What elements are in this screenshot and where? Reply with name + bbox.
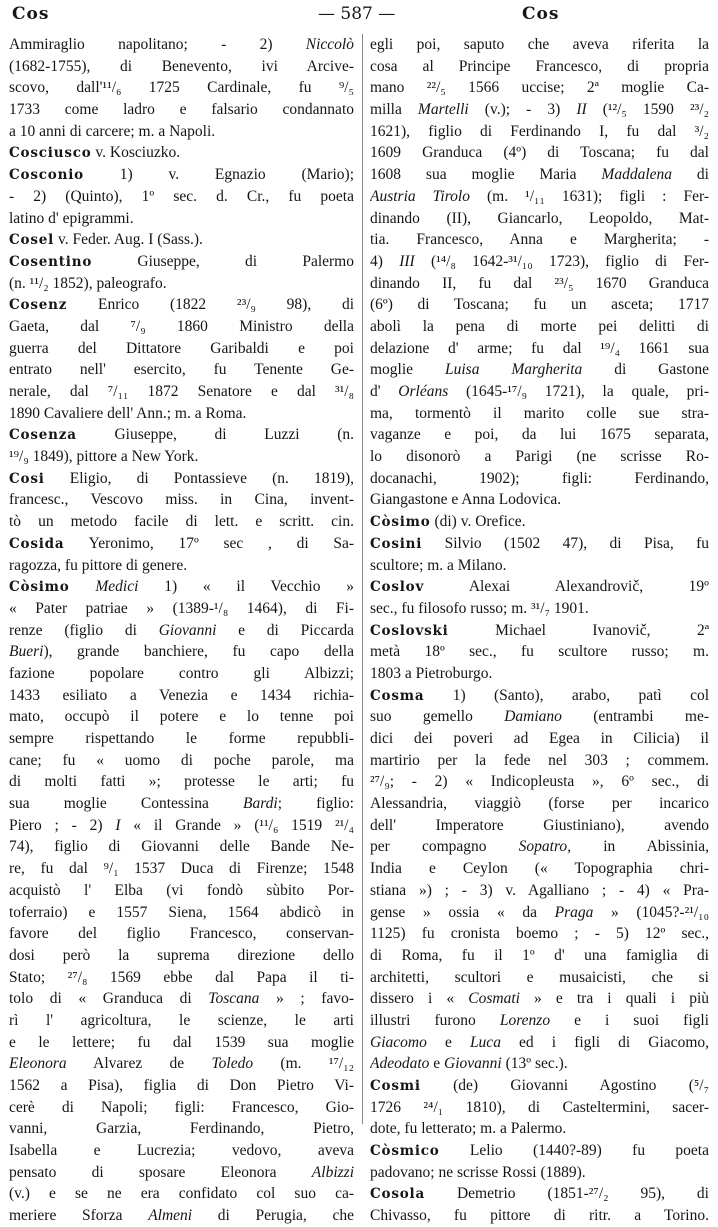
text-line bbox=[9, 923, 354, 945]
entry-headword: Cosenza bbox=[9, 427, 77, 444]
text-line bbox=[370, 1097, 709, 1119]
text-run: mato, occupò il potere e lo tenne poi bbox=[9, 708, 354, 726]
italic-text: Cosmati bbox=[468, 990, 520, 1008]
text-line bbox=[370, 359, 709, 381]
italic-text: Toledo bbox=[211, 1055, 254, 1073]
text-line bbox=[9, 359, 354, 381]
text-run: (v.) e se ne era confidato col suo ca- bbox=[9, 1185, 354, 1203]
text-line bbox=[370, 511, 709, 533]
text-line bbox=[9, 771, 354, 793]
text-run: (n. ¹¹/₂ 1852), paleografo. bbox=[9, 274, 167, 292]
text-run: di Perugia, che bbox=[192, 1207, 354, 1225]
italic-text: Orléans bbox=[398, 383, 449, 400]
text-run: 1) v. Egnazio (Mario); bbox=[83, 166, 354, 184]
text-run: vanni, Garzia, Ferdinando, Pietro, bbox=[9, 1120, 354, 1138]
text-run: martirio per la fede nel 303 ; commem. bbox=[370, 751, 709, 769]
text-line bbox=[370, 858, 709, 880]
entry-headword: Cosentino bbox=[9, 253, 93, 270]
italic-text: Giovanni bbox=[444, 1055, 502, 1073]
text-run: e bbox=[426, 1033, 470, 1051]
text-run: pensato di sposare Eleonora bbox=[9, 1163, 312, 1181]
text-line bbox=[370, 1205, 709, 1227]
text-run: entrato nell' esercito, fu Tenente Ge- bbox=[9, 361, 354, 379]
text-run: (13º sec.). bbox=[501, 1055, 568, 1073]
italic-text: Praga bbox=[554, 903, 594, 921]
text-run: dinando (II), Giancarlo, Leopoldo, Mat- bbox=[370, 209, 709, 227]
text-line bbox=[9, 836, 354, 858]
text-line bbox=[370, 1075, 709, 1097]
text-line bbox=[9, 1162, 354, 1184]
entry-headword: Cosel bbox=[9, 232, 55, 249]
text-line bbox=[370, 1118, 709, 1140]
text-line bbox=[370, 1162, 709, 1184]
text-run: e i suoi figli bbox=[550, 1011, 709, 1029]
text-run bbox=[70, 578, 96, 595]
text-run: Gaeta, dal ⁷/₉ 1860 Ministro della bbox=[9, 317, 354, 335]
text-run: d' bbox=[370, 383, 399, 400]
entry-headword: Coslov bbox=[370, 579, 425, 596]
text-run: delazione d' arme; fu dal ¹⁹/₄ 1661 sua bbox=[370, 339, 709, 357]
text-run: di molti fatti »; protesse le arti; fu bbox=[9, 773, 354, 791]
text-line bbox=[370, 77, 709, 99]
text-line bbox=[9, 164, 354, 186]
entry-headword: Cosini bbox=[370, 535, 423, 552]
text-run: in Abissinia, bbox=[571, 838, 709, 856]
entry-headword: Còsimo bbox=[370, 514, 431, 531]
text-run: latino d' epigrammi. bbox=[9, 209, 134, 227]
text-line bbox=[9, 403, 354, 425]
left-column bbox=[9, 34, 354, 1227]
text-run: fazione popolare contro gli Albizzi; bbox=[9, 664, 354, 682]
entry-headword: Cosola bbox=[370, 1186, 426, 1203]
text-run: sua moglie Contessina bbox=[9, 795, 243, 813]
italic-text: Martelli bbox=[417, 101, 469, 119]
text-run: abolì la pena di morte pei delitti di bbox=[370, 317, 709, 335]
text-run: Piero ; - 2) bbox=[9, 816, 116, 834]
text-run: docanachi, 1902); figli: Ferdinando, bbox=[370, 469, 709, 487]
text-run: (v.); - 3) bbox=[468, 101, 577, 119]
text-line bbox=[9, 945, 354, 967]
text-run: tolo di « Granduca di bbox=[9, 990, 209, 1008]
text-line bbox=[370, 1010, 709, 1032]
text-run: Giangastone e Anna Lodovica. bbox=[370, 491, 562, 509]
italic-text: Almeni bbox=[148, 1207, 193, 1225]
text-run: 1609 Granduca (4º) di Toscana; fu dal bbox=[370, 144, 709, 162]
text-run: ²⁷/₉; - 2) « Indicopleusta », 6º sec., di bbox=[370, 773, 709, 791]
text-line bbox=[9, 1010, 354, 1032]
text-run: ), grande banchiere, fu capo della bbox=[43, 643, 354, 661]
text-run: ; figlio: bbox=[277, 795, 354, 813]
text-line bbox=[370, 381, 709, 403]
text-line bbox=[370, 728, 709, 750]
text-line bbox=[9, 793, 354, 815]
text-line bbox=[370, 576, 709, 598]
text-line bbox=[370, 663, 709, 685]
text-run: « il Grande » (¹¹/₆ 1519 ²¹/₄ bbox=[120, 816, 354, 834]
italic-text: Lorenzo bbox=[499, 1011, 551, 1029]
text-run: di Gastone bbox=[582, 361, 709, 379]
text-line bbox=[9, 446, 354, 468]
text-line bbox=[370, 923, 709, 945]
text-run: Alexai Alexandrovič, 19º bbox=[424, 578, 709, 596]
text-run: per compagno bbox=[370, 838, 519, 856]
text-line bbox=[9, 294, 354, 316]
entry-headword: Cosenz bbox=[9, 297, 68, 314]
text-line bbox=[370, 446, 709, 468]
text-run: (6º) di Toscana; fu un asceta; 1717 bbox=[370, 296, 709, 314]
text-line bbox=[9, 251, 354, 273]
text-run: 1433 esiliato a Venezia e 1434 richia- bbox=[9, 686, 354, 704]
text-run: stiana ») ; - 3) v. Agalliano ; - 4) « Pra- bbox=[370, 881, 709, 899]
text-run: 1608 sua moglie Maria bbox=[370, 166, 602, 184]
italic-text: I bbox=[115, 816, 121, 834]
text-run: Ammiraglio napolitano; - 2) bbox=[9, 36, 306, 53]
page-number: — 587 — bbox=[318, 4, 396, 24]
text-run: scovo, dall'¹¹/₆ 1725 Cardinale, fu ⁹/₅ bbox=[9, 79, 354, 97]
text-run: nerale, dal ⁷/₁₁ 1872 Senatore e dal ³¹/₈ bbox=[9, 383, 354, 400]
page-header bbox=[0, 0, 718, 30]
italic-text: Luisa Margherita bbox=[444, 361, 583, 379]
text-line bbox=[9, 706, 354, 728]
text-line bbox=[9, 99, 354, 121]
text-line bbox=[370, 706, 709, 728]
text-run: » (1045?-²¹/₁₀ bbox=[593, 903, 709, 921]
text-run: guerra del Dittatore Garibaldi e poi bbox=[9, 339, 354, 357]
text-line bbox=[9, 598, 354, 620]
text-run: tia. Francesco, Anna e Margherita; - bbox=[370, 231, 709, 249]
entry-headword: Cosi bbox=[9, 470, 45, 487]
text-line bbox=[9, 967, 354, 989]
text-run: ragozza, fu pittore di genere. bbox=[9, 556, 188, 574]
text-run: - 2) (Quinto), 1º sec. d. Cr., fu poeta bbox=[9, 187, 354, 205]
text-line bbox=[370, 338, 709, 360]
entry-headword: Còsmico bbox=[370, 1143, 440, 1160]
running-head-right: Cos bbox=[522, 4, 560, 24]
italic-text: Bueri bbox=[9, 643, 44, 661]
text-run: Demetrio (1851-²⁷/₂ 95), di bbox=[425, 1185, 709, 1203]
text-line bbox=[370, 750, 709, 772]
italic-text: Bardi bbox=[242, 795, 278, 813]
text-run: cerè di Napoli; figli: Francesco, Gio- bbox=[9, 1098, 354, 1116]
text-line bbox=[370, 208, 709, 230]
text-run: vaganze e poi, da lui 1675 separata, bbox=[370, 426, 709, 444]
text-line bbox=[370, 403, 709, 425]
text-run: Lelio (1440?-89) fu poeta bbox=[439, 1142, 709, 1160]
text-run: lo disonorò a Parigi (ne scrisse Ro- bbox=[370, 448, 709, 466]
text-run: ma, tormentò il marito colle sue stra- bbox=[370, 404, 709, 422]
text-line bbox=[9, 186, 354, 208]
text-run: metà 18º sec., fu scultore russo; m. bbox=[370, 643, 709, 661]
text-line bbox=[370, 121, 709, 143]
text-line bbox=[370, 164, 709, 186]
text-line bbox=[370, 468, 709, 490]
text-line bbox=[370, 641, 709, 663]
text-run: Alvarez de bbox=[66, 1055, 212, 1073]
text-run: cane; fu « uomo di poche parole, ma bbox=[9, 751, 354, 769]
entry-headword: Coslovski bbox=[370, 622, 449, 639]
text-line bbox=[370, 142, 709, 164]
text-run: a 10 anni di carcere; m. a Napoli. bbox=[9, 122, 216, 140]
text-line bbox=[9, 381, 354, 403]
entry-headword: Cosciusco bbox=[9, 145, 92, 162]
italic-text: Toscana bbox=[208, 990, 260, 1008]
text-line bbox=[9, 338, 354, 360]
text-line bbox=[370, 273, 709, 295]
text-line bbox=[9, 511, 354, 533]
text-line bbox=[370, 880, 709, 902]
text-line bbox=[9, 489, 354, 511]
text-run: 1890 Cavaliere dell' Ann.; m. a Roma. bbox=[9, 404, 247, 422]
text-line bbox=[370, 793, 709, 815]
italic-text: Medici bbox=[95, 578, 139, 596]
entry-headword: Cosma bbox=[370, 687, 425, 704]
text-run: » e tra i quali i più bbox=[519, 990, 709, 1008]
italic-text: Giacomo bbox=[370, 1033, 427, 1051]
text-line bbox=[370, 771, 709, 793]
text-line bbox=[9, 1097, 354, 1119]
text-run: dell' Imperatore Giustiniano), avendo bbox=[370, 816, 709, 834]
text-run: Isabella e Lucrezia; vedovo, aveva bbox=[9, 1142, 354, 1160]
text-line bbox=[9, 34, 354, 56]
italic-text: Niccolò bbox=[305, 36, 354, 53]
text-run: e bbox=[429, 1055, 445, 1073]
text-line bbox=[9, 533, 354, 555]
text-line bbox=[9, 685, 354, 707]
text-run: dosi però la suprema direzione dello bbox=[9, 946, 354, 964]
text-line bbox=[9, 468, 354, 490]
text-line bbox=[370, 620, 709, 642]
text-line bbox=[370, 489, 709, 511]
entry-headword: Cosmi bbox=[370, 1078, 421, 1094]
text-run: di bbox=[672, 166, 709, 184]
text-run: meriere Sforza bbox=[9, 1207, 149, 1225]
text-run: architetti, scultori e musaicisti, che si bbox=[370, 968, 709, 986]
text-line bbox=[370, 836, 709, 858]
text-line bbox=[9, 880, 354, 902]
text-run: 1621), figlio di Ferdinando I, fu dal ³/₂ bbox=[370, 122, 709, 140]
text-run: tò un metodo facile di lett. e scritt. cin. bbox=[9, 513, 354, 531]
text-line bbox=[370, 902, 709, 924]
text-line bbox=[370, 186, 709, 208]
text-run: (de) Giovanni Agostino (⁵/₇ bbox=[420, 1077, 709, 1094]
italic-text: Albizzi bbox=[311, 1163, 354, 1181]
italic-text: Adeodato bbox=[370, 1055, 430, 1073]
text-run: acquistò l' Elba (vi fondò sùbito Por- bbox=[9, 881, 354, 899]
italic-text: Eleonora bbox=[9, 1055, 67, 1073]
italic-text: III bbox=[399, 252, 415, 270]
text-run: dinando II, fu dal ²³/₅ 1670 Granduca bbox=[370, 274, 709, 292]
italic-text: Sopatro, bbox=[518, 838, 572, 856]
text-run: illustri furono bbox=[370, 1011, 500, 1029]
text-line bbox=[370, 1053, 709, 1075]
text-line bbox=[9, 1075, 354, 1097]
text-run: Stato; ²⁷/₈ 1569 ebbe dal Papa il ti- bbox=[9, 968, 354, 986]
text-line bbox=[9, 620, 354, 642]
text-run: moglie bbox=[370, 361, 445, 379]
text-line bbox=[9, 663, 354, 685]
right-column bbox=[370, 34, 709, 1227]
text-line bbox=[9, 750, 354, 772]
text-line bbox=[9, 273, 354, 295]
running-head-left: Cos bbox=[12, 4, 50, 24]
text-run: re, fu dal ⁹/₁ 1537 Duca di Firenze; 1548 bbox=[9, 860, 354, 878]
text-line bbox=[370, 251, 709, 273]
text-line bbox=[9, 316, 354, 338]
text-line bbox=[9, 728, 354, 750]
text-line bbox=[9, 988, 354, 1010]
text-line bbox=[370, 1140, 709, 1162]
text-run: milla bbox=[370, 101, 418, 119]
text-run: dissero i « bbox=[370, 990, 469, 1008]
text-run: Michael Ivanovič, 2ª bbox=[448, 621, 709, 639]
text-run: 1803 a Pietroburgo. bbox=[370, 664, 493, 682]
text-line bbox=[9, 1205, 354, 1227]
italic-text: Austria Tirolo bbox=[370, 187, 470, 205]
text-run: (m. ¹/₁₁ 1631); figli : Fer- bbox=[469, 187, 709, 205]
text-run: 74), figlio di Giovanni delle Bande Ne- bbox=[9, 838, 354, 856]
text-line bbox=[370, 945, 709, 967]
text-line bbox=[9, 77, 354, 99]
text-run: 1562 a Pisa), figlia di Don Pietro Vi- bbox=[9, 1077, 354, 1094]
text-line bbox=[370, 815, 709, 837]
entry-headword: Cosida bbox=[9, 535, 65, 552]
text-run: francesc., Vescovo miss. in Cina, invent- bbox=[9, 491, 354, 509]
italic-text: Giovanni bbox=[158, 621, 217, 639]
text-run: Alessandria, viaggiò (forse per incarico bbox=[370, 795, 709, 813]
text-line bbox=[370, 685, 709, 707]
text-run: renze (figlio di bbox=[9, 621, 159, 639]
text-run: favore del figlio Francesco, conservan- bbox=[9, 925, 354, 943]
text-run: 1726 ²⁴/₁ 1810), di Casteltermini, sacer- bbox=[370, 1098, 709, 1116]
text-run: Eligio, di Pontassieve (n. 1819), bbox=[44, 469, 354, 487]
text-run: (¹²/₅ 1590 ²³/₂ bbox=[586, 101, 709, 119]
text-run: (di) v. Orefice. bbox=[430, 513, 526, 531]
text-run: Giuseppe, di Palermo bbox=[92, 252, 354, 270]
text-run: padovano; ne scrisse Rossi (1889). bbox=[370, 1163, 586, 1181]
text-run: Silvio (1502 47), di Pisa, fu bbox=[422, 534, 709, 552]
text-line bbox=[9, 1118, 354, 1140]
text-run: dici dei poveri ad Egea in Cilicia) il bbox=[370, 730, 709, 747]
text-run: 1) « il Vecchio » bbox=[138, 578, 354, 596]
text-line bbox=[370, 424, 709, 446]
italic-text: Luca bbox=[469, 1033, 501, 1051]
text-line bbox=[9, 902, 354, 924]
text-run: ¹⁹/₉ 1849), pittore a New York. bbox=[9, 448, 199, 466]
text-line bbox=[9, 56, 354, 78]
text-run: egli poi, saputo che aveva riferita la bbox=[370, 36, 709, 53]
text-run: « Pater patriae » (1389-¹/₈ 1464), di Fi- bbox=[9, 599, 354, 617]
text-run: Chivasso, fu pittore di ritr. a Torino. bbox=[370, 1207, 709, 1225]
entry-headword: Còsimo bbox=[9, 579, 70, 596]
text-run: v. Kosciuzko. bbox=[91, 144, 181, 162]
text-run: Enrico (1822 ²³/₉ 98), di bbox=[67, 296, 354, 314]
italic-text: Damiano bbox=[504, 708, 562, 726]
text-line bbox=[370, 34, 709, 56]
text-line bbox=[9, 1183, 354, 1205]
text-run: di Roma, fu il 1º d' una famiglia di bbox=[370, 946, 709, 964]
text-line bbox=[370, 1032, 709, 1054]
text-run: (1682-1755), di Benevento, ivi Arcive- bbox=[9, 57, 354, 75]
text-run: v. Feder. Aug. I (Sass.). bbox=[54, 231, 203, 249]
text-run: rì l' agricoltura, le scienze, le arti bbox=[9, 1011, 354, 1029]
text-run: mano ²²/₅ 1566 uccise; 2ª moglie Ca- bbox=[370, 79, 709, 97]
text-run: scultore; m. a Milano. bbox=[370, 556, 507, 574]
text-line bbox=[370, 555, 709, 577]
text-run: 1125) fu cronista boemo ; - 5) 12º sec., bbox=[370, 925, 709, 943]
text-run: gense » ossia « da bbox=[370, 903, 555, 921]
text-run: (m. ¹⁷/₁₂ bbox=[253, 1055, 354, 1073]
text-line bbox=[9, 641, 354, 663]
text-line bbox=[370, 988, 709, 1010]
text-line bbox=[9, 576, 354, 598]
text-run: Giuseppe, di Luzzi (n. bbox=[76, 426, 354, 444]
text-line bbox=[370, 967, 709, 989]
text-line bbox=[370, 56, 709, 78]
entry-headword: Cosconio bbox=[9, 167, 84, 184]
text-line bbox=[370, 598, 709, 620]
italic-text: Maddalena bbox=[601, 166, 673, 184]
text-run: e le lettere; fu dal 1539 sua moglie bbox=[9, 1033, 354, 1051]
text-run: dote, fu letterato; m. a Palermo. bbox=[370, 1120, 567, 1138]
text-line bbox=[9, 229, 354, 251]
text-line bbox=[370, 99, 709, 121]
text-run: suo gemello bbox=[370, 708, 505, 726]
text-run: Yeronimo, 17º sec , di Sa- bbox=[64, 534, 354, 552]
text-line bbox=[9, 1032, 354, 1054]
text-line bbox=[9, 208, 354, 230]
text-line bbox=[9, 121, 354, 143]
column-divider bbox=[362, 34, 363, 1124]
text-run: 4) bbox=[370, 252, 400, 270]
text-line bbox=[370, 229, 709, 251]
text-run: sec., fu filosofo russo; m. ³¹/₇ 1901. bbox=[370, 599, 589, 617]
text-run: toferraio) e 1557 Siena, 1564 abdicò in bbox=[9, 903, 354, 921]
text-run: 1733 come ladro e falsario condannato bbox=[9, 101, 354, 119]
text-run: sempre rispettando le forme repubbli- bbox=[9, 730, 354, 747]
text-line bbox=[9, 555, 354, 577]
italic-text: II bbox=[576, 101, 587, 119]
text-line bbox=[370, 533, 709, 555]
text-run: (1645-¹⁷/₉ 1721), la quale, pri- bbox=[448, 383, 709, 400]
text-run: (¹⁴/₈ 1642-³¹/₁₀ 1723), figlio di Fer- bbox=[414, 252, 709, 270]
text-line bbox=[9, 1053, 354, 1075]
text-line bbox=[370, 294, 709, 316]
text-line bbox=[9, 815, 354, 837]
text-line bbox=[9, 424, 354, 446]
text-run: (entrambi me- bbox=[561, 708, 709, 726]
text-line bbox=[9, 142, 354, 164]
text-run: 1) (Santo), arabo, patì col bbox=[424, 686, 709, 704]
text-run: » ; favo- bbox=[259, 990, 354, 1008]
text-line bbox=[370, 316, 709, 338]
text-line bbox=[9, 1140, 354, 1162]
text-run: cosa al Principe Francesco, di propria bbox=[370, 57, 709, 75]
text-run: e di Piccarda bbox=[216, 621, 354, 639]
text-run: ed i figli di Giacomo, bbox=[500, 1033, 709, 1051]
text-run: India e Ceylon (« Topographia chri- bbox=[370, 860, 709, 878]
text-line bbox=[9, 858, 354, 880]
text-line bbox=[370, 1183, 709, 1205]
